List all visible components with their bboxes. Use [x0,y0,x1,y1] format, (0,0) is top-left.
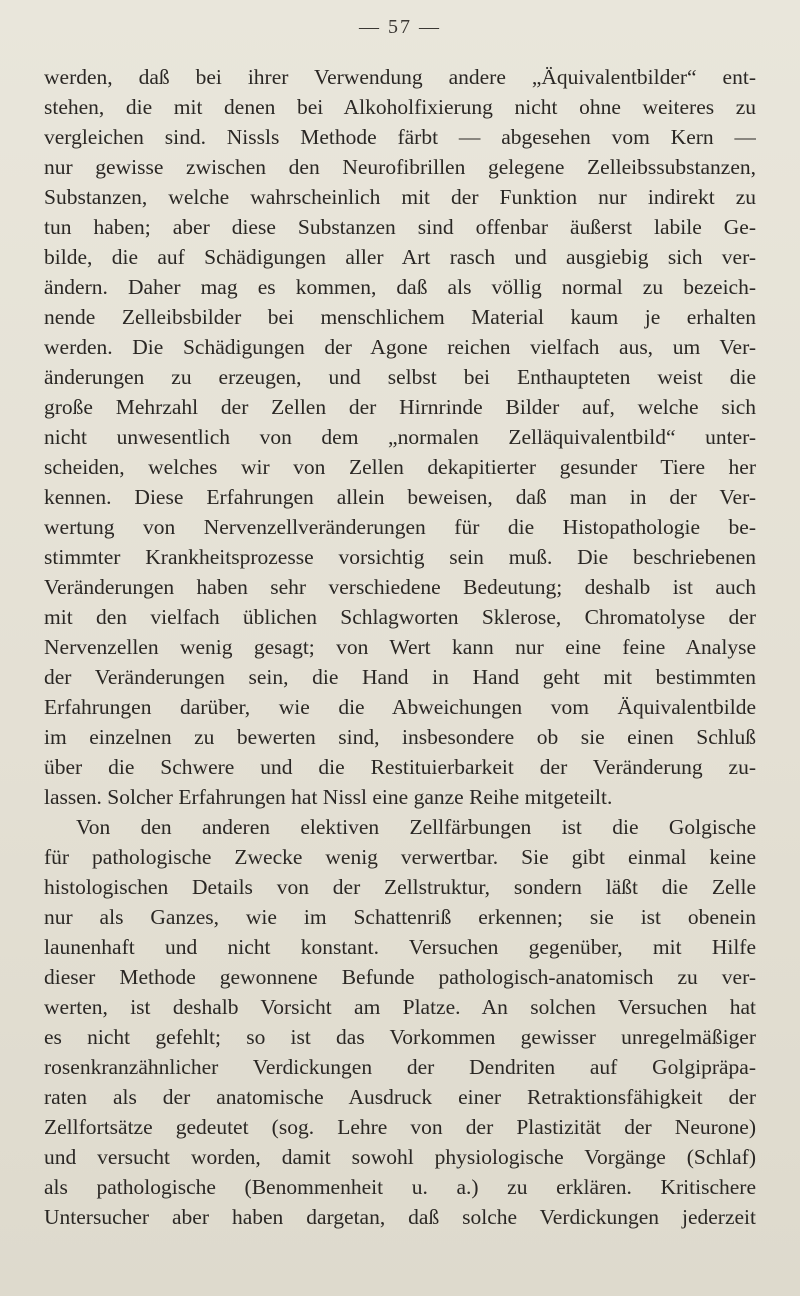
text-line: histologischen Details von der Zellstruktur, sondern läßt die Zelle [44,875,756,899]
text-line: im einzelnen zu bewerten sind, insbesondere ob sie einen Schluß [44,725,756,749]
text-line: stehen, die mit denen bei Alkoholfixierung nicht ohne weiteres zu [44,95,756,119]
text-line: scheiden, welches wir von Zellen dekapitierter gesunder Tiere her [44,455,756,479]
text-line: werten, ist deshalb Vorsicht am Platze. An solchen Versuchen hat [44,995,756,1019]
text-line: Erfahrungen darüber, wie die Abweichungen vom Äquivalentbilde [44,695,756,719]
text-line: raten als der anatomische Ausdruck einer Retraktionsfähigkeit der [44,1085,756,1109]
text-line: kennen. Diese Erfahrungen allein beweisen, daß man in der Ver- [44,485,756,509]
text-line: launenhaft und nicht konstant. Versuchen gegenüber, mit Hilfe [44,935,756,959]
text-line: als pathologische (Benommenheit u. a.) zu erklären. Kritischere [44,1175,756,1199]
body-text [44,62,756,1232]
text-line: es nicht gefehlt; so ist das Vorkommen gewisser unregelmäßiger [44,1025,756,1049]
text-line: Untersucher aber haben dargetan, daß solche Verdickungen jederzeit [44,1205,756,1229]
text-line: vergleichen sind. Nissls Methode färbt — abgesehen vom Kern — [44,125,756,149]
text-line: Substanzen, welche wahrscheinlich mit der Funktion nur indirekt zu [44,185,756,209]
text-line: Veränderungen haben sehr verschiedene Bedeutung; deshalb ist auch [44,575,756,599]
text-line: bilde, die auf Schädigungen aller Art rasch und ausgiebig sich ver- [44,245,756,269]
text-line: tun haben; aber diese Substanzen sind offenbar äußerst labile Ge- [44,215,756,239]
text-line: werden, daß bei ihrer Verwendung andere „Äquivalentbilder“ ent- [44,65,756,89]
text-line: Von den anderen elektiven Zellfärbungen ist die Golgische [76,815,756,839]
text-line: und versucht worden, damit sowohl physiologische Vorgänge (Schlaf) [44,1145,756,1169]
text-line: lassen. Solcher Erfahrungen hat Nissl eine ganze Reihe mitgeteilt. [44,785,613,809]
text-line: dieser Methode gewonnene Befunde pathologisch-anatomisch zu ver- [44,965,756,989]
text-line: mit den vielfach üblichen Schlagworten Sklerose, Chromatolyse der [44,605,756,629]
page-number: — 57 — [359,16,441,38]
text-line: nende Zelleibsbilder bei menschlichem Material kaum je erhalten [44,305,756,329]
text-line: Nervenzellen wenig gesagt; von Wert kann nur eine feine Analyse [44,635,756,659]
text-line: nur gewisse zwischen den Neurofibrillen gelegene Zelleibssubstanzen, [44,155,756,179]
text-line: für pathologische Zwecke wenig verwertbar. Sie gibt einmal keine [44,845,756,869]
text-line: änderungen zu erzeugen, und selbst bei Enthaupteten weist die [44,365,756,389]
text-line: stimmter Krankheitsprozesse vorsichtig sein muß. Die beschriebenen [44,545,756,569]
text-line: werden. Die Schädigungen der Agone reichen vielfach aus, um Ver- [44,335,756,359]
text-line: der Veränderungen sein, die Hand in Hand geht mit bestimmten [44,665,756,689]
text-line: über die Schwere und die Restituierbarkeit der Veränderung zu- [44,755,756,779]
text-line: große Mehrzahl der Zellen der Hirnrinde Bilder auf, welche sich [44,395,756,419]
text-line: wertung von Nervenzellveränderungen für die Histopathologie be- [44,515,756,539]
text-line: Zellfortsätze gedeutet (sog. Lehre von der Plastizität der Neurone) [44,1115,756,1139]
text-line: nicht unwesentlich von dem „normalen Zelläquivalentbild“ unter- [44,425,756,449]
text-line: nur als Ganzes, wie im Schattenriß erkennen; sie ist obenein [44,905,756,929]
text-line: ändern. Daher mag es kommen, daß als völlig normal zu bezeich- [44,275,756,299]
text-line: rosenkranzähnlicher Verdickungen der Dendriten auf Golgipräpa- [44,1055,756,1079]
